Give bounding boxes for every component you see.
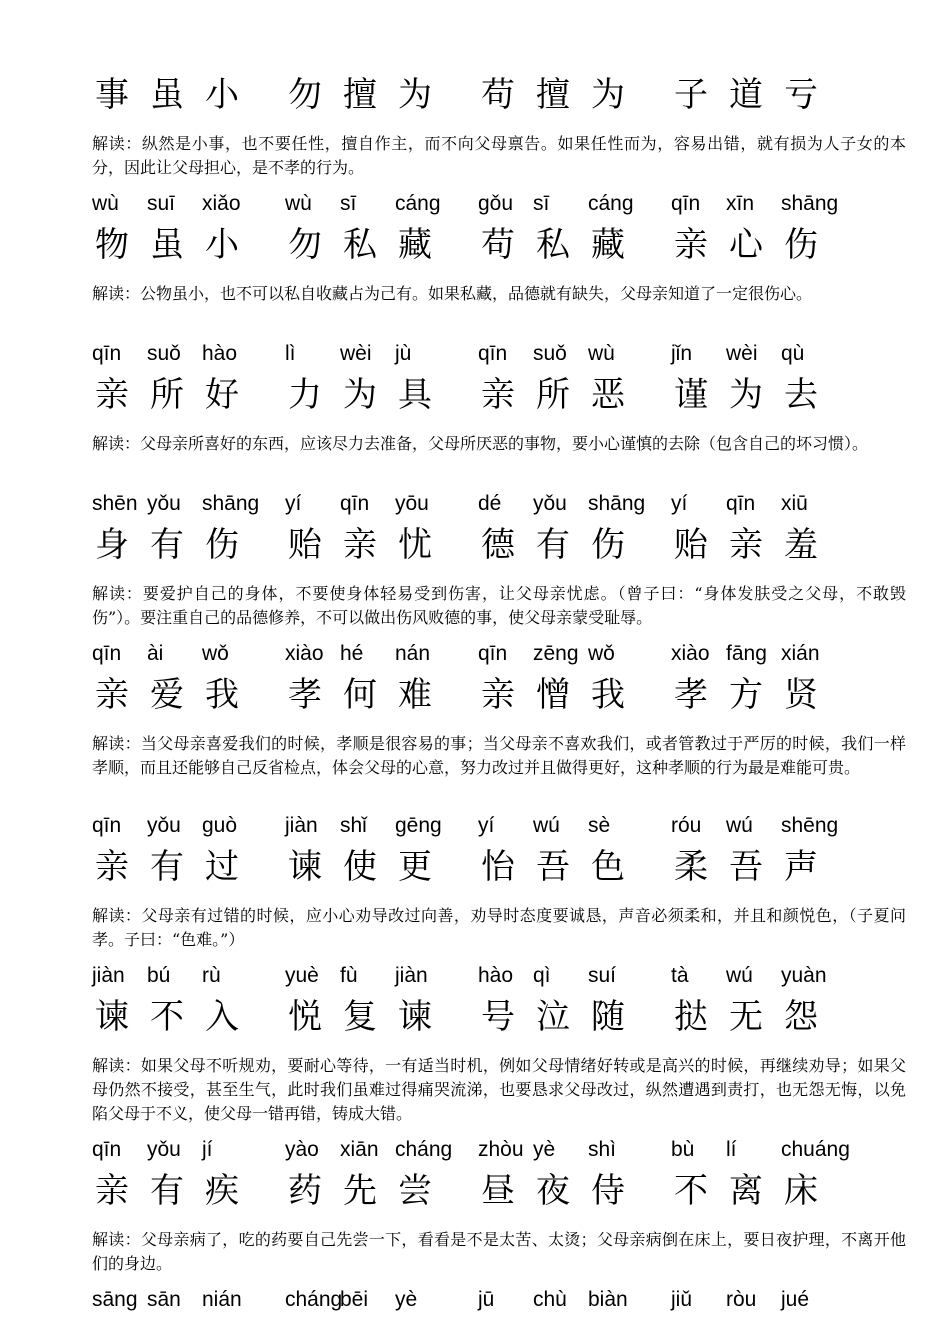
pinyin-syllable: yǒu — [147, 814, 181, 837]
hanzi-character: 亲 — [481, 375, 515, 415]
verse-explanation: 解读：父母亲所喜好的东西，应该尽力去准备，父母所厌恶的事物，要小心谨慎的去除（包含自己的坏习惯）。 — [92, 434, 869, 453]
hanzi-character: 憎 — [536, 675, 570, 715]
pinyin-syllable: yǒu — [147, 1138, 181, 1161]
hanzi-character: 怡 — [481, 847, 515, 887]
hanzi-character: 不 — [674, 1171, 708, 1211]
hanzi-character: 吾 — [729, 847, 763, 887]
hanzi-character: 谨 — [674, 375, 708, 415]
hanzi-character: 好 — [205, 375, 239, 415]
pinyin-syllable: yí — [285, 492, 302, 515]
pinyin-syllable: zhòu — [478, 1138, 524, 1161]
pinyin-syllable: jí — [202, 1138, 213, 1161]
pinyin-row — [92, 340, 906, 368]
hanzi-character: 泣 — [536, 997, 570, 1037]
hanzi-character: 为 — [398, 75, 432, 115]
pinyin-syllable: jǐn — [671, 342, 693, 365]
verse-block — [92, 490, 906, 630]
pinyin-syllable: rù — [202, 964, 221, 987]
hanzi-character: 悦 — [288, 997, 322, 1037]
verse-explanation: 解读：纵然是小事，也不要任性，擅自作主，而不向父母禀告。如果任性而为，容易出错，就有损为人子女的本分，因此让父母担心，是不孝的行为。 — [92, 134, 906, 177]
pinyin-syllable: biàn — [588, 1288, 628, 1311]
pinyin-syllable: dé — [478, 492, 502, 515]
verse-block — [92, 72, 906, 180]
pinyin-syllable: cháng — [285, 1288, 343, 1311]
hanzi-character: 声 — [784, 847, 818, 887]
pinyin-syllable: bēi — [340, 1288, 369, 1311]
hanzi-character: 亲 — [95, 847, 129, 887]
pinyin-syllable: ròu — [726, 1288, 757, 1311]
pinyin-syllable: yuàn — [781, 964, 827, 987]
pinyin-syllable: qīn — [478, 342, 508, 365]
pinyin-syllable: yè — [533, 1138, 556, 1161]
hanzi-character: 事 — [95, 75, 129, 115]
hanzi-character: 挞 — [674, 997, 708, 1037]
hanzi-character: 伤 — [591, 525, 625, 565]
pinyin-row — [92, 962, 906, 990]
pinyin-syllable: wǒ — [588, 642, 615, 665]
hanzi-character: 藏 — [398, 225, 432, 265]
hanzi-row — [92, 72, 906, 118]
hanzi-character: 为 — [343, 375, 377, 415]
pinyin-syllable: qīn — [478, 642, 508, 665]
hanzi-character: 勿 — [288, 225, 322, 265]
pinyin-syllable: suí — [588, 964, 617, 987]
pinyin-syllable: wǒ — [202, 642, 229, 665]
hanzi-character: 入 — [205, 997, 239, 1037]
hanzi-character: 伤 — [784, 225, 818, 265]
pinyin-syllable: hào — [202, 342, 238, 365]
pinyin-syllable: jū — [478, 1288, 495, 1311]
hanzi-character: 亲 — [95, 675, 129, 715]
pinyin-syllable: wú — [533, 814, 560, 837]
hanzi-row — [92, 844, 906, 890]
pinyin-syllable: wú — [726, 964, 753, 987]
hanzi-row — [92, 372, 906, 418]
pinyin-syllable: shāng — [588, 492, 646, 515]
pinyin-syllable: xiān — [340, 1138, 379, 1161]
pinyin-syllable: qīn — [92, 342, 122, 365]
pinyin-syllable: suī — [147, 192, 176, 215]
hanzi-character: 亲 — [95, 1171, 129, 1211]
hanzi-character: 所 — [536, 375, 570, 415]
pinyin-syllable: cáng — [395, 192, 441, 215]
pinyin-syllable: qīn — [92, 1138, 122, 1161]
verse-block — [92, 812, 906, 952]
hanzi-character: 道 — [729, 75, 763, 115]
hanzi-character: 难 — [398, 675, 432, 715]
pinyin-syllable: qì — [533, 964, 551, 987]
verse-explanation: 解读：当父母亲喜爱我们的时候，孝顺是很容易的事；当父母亲不喜欢我们，或者管教过于严厉的时候，我们一样孝顺，而且还能够自己反省检点，体会父母的心意，努力改过并且做得更好，这种孝顺的行为最是难能可贵。 — [92, 734, 906, 777]
hanzi-character: 小 — [205, 225, 239, 265]
pinyin-syllable: yí — [478, 814, 495, 837]
hanzi-character: 有 — [150, 1171, 184, 1211]
pinyin-syllable: cáng — [588, 192, 634, 215]
hanzi-character: 我 — [205, 675, 239, 715]
verse-block — [92, 962, 906, 1126]
pinyin-row — [92, 1286, 906, 1314]
pinyin-syllable: suǒ — [533, 342, 567, 365]
pinyin-syllable: jù — [395, 342, 412, 365]
hanzi-character: 不 — [150, 997, 184, 1037]
hanzi-character: 亲 — [481, 675, 515, 715]
hanzi-row — [92, 222, 906, 268]
pinyin-syllable: cháng — [395, 1138, 453, 1161]
pinyin-syllable: yào — [285, 1138, 319, 1161]
pinyin-syllable: shǐ — [340, 814, 367, 837]
hanzi-character: 为 — [591, 75, 625, 115]
hanzi-character: 苟 — [481, 75, 515, 115]
pinyin-syllable: fāng — [726, 642, 767, 665]
pinyin-syllable: wù — [588, 342, 615, 365]
pinyin-syllable: shāng — [202, 492, 260, 515]
hanzi-character: 吾 — [536, 847, 570, 887]
pinyin-syllable: yǒu — [533, 492, 567, 515]
hanzi-character: 药 — [288, 1171, 322, 1211]
pinyin-syllable: jiǔ — [671, 1288, 693, 1311]
verse-block — [92, 340, 906, 456]
hanzi-character: 苟 — [481, 225, 515, 265]
pinyin-syllable: qīn — [671, 192, 701, 215]
hanzi-character: 色 — [591, 847, 625, 887]
pinyin-syllable: guò — [202, 814, 238, 837]
verse-block — [92, 190, 906, 306]
hanzi-character: 擅 — [536, 75, 570, 115]
verse-block — [92, 1136, 906, 1276]
pinyin-syllable: sī — [533, 192, 550, 215]
pinyin-syllable: lì — [285, 342, 296, 365]
hanzi-character: 谏 — [398, 997, 432, 1037]
hanzi-character: 亲 — [343, 525, 377, 565]
pinyin-syllable: yǒu — [147, 492, 181, 515]
hanzi-character: 更 — [398, 847, 432, 887]
hanzi-character: 床 — [784, 1171, 818, 1211]
hanzi-character: 疾 — [205, 1171, 239, 1211]
pinyin-syllable: jiàn — [395, 964, 428, 987]
hanzi-character: 随 — [591, 997, 625, 1037]
pinyin-syllable: jiàn — [285, 814, 318, 837]
pinyin-syllable: tà — [671, 964, 689, 987]
pinyin-syllable: sī — [340, 192, 357, 215]
hanzi-character: 先 — [343, 1171, 377, 1211]
hanzi-character: 柔 — [674, 847, 708, 887]
pinyin-syllable: nián — [202, 1288, 242, 1311]
hanzi-character: 我 — [591, 675, 625, 715]
pinyin-syllable: jué — [781, 1288, 810, 1311]
hanzi-character: 谏 — [288, 847, 322, 887]
pinyin-syllable: hé — [340, 642, 364, 665]
hanzi-character: 孝 — [288, 675, 322, 715]
hanzi-character: 爱 — [150, 675, 184, 715]
pinyin-syllable: xīn — [726, 192, 755, 215]
pinyin-syllable: qīn — [340, 492, 370, 515]
hanzi-character: 尝 — [398, 1171, 432, 1211]
pinyin-syllable: nán — [395, 642, 431, 665]
hanzi-character: 亲 — [674, 225, 708, 265]
verse-explanation: 解读：父母亲有过错的时候，应小心劝导改过向善，劝导时态度要诚恳，声音必须柔和，并且和颜悦色，（子夏问孝。子曰：“色难。”） — [92, 906, 906, 949]
hanzi-character: 恶 — [591, 375, 625, 415]
pinyin-row — [92, 1136, 906, 1164]
verse-explanation: 解读：公物虽小，也不可以私自收藏占为己有。如果私藏，品德就有缺失，父母亲知道了一定很伤心。 — [92, 284, 813, 303]
pinyin-syllable: sāng — [92, 1288, 138, 1311]
hanzi-character: 力 — [288, 375, 322, 415]
pinyin-syllable: wù — [285, 192, 312, 215]
pinyin-syllable: lí — [726, 1138, 737, 1161]
pinyin-row — [92, 190, 906, 218]
pinyin-syllable: yōu — [395, 492, 429, 515]
verse-explanation: 解读：要爱护自己的身体，不要使身体轻易受到伤害，让父母亲忧虑。（曾子曰：“身体发肤受之父母，不敢毁伤”）。要注重自己的品德修养，不可以做出伤风败德的事，使父母亲蒙受耻辱。 — [92, 584, 906, 627]
verse-explanation: 解读：父母亲病了，吃的药要自己先尝一下，看看是不是太苦、太烫；父母亲病倒在床上，要日夜护理，不离开他们的身边。 — [92, 1230, 906, 1273]
pinyin-syllable: jiàn — [92, 964, 125, 987]
hanzi-character: 虽 — [150, 225, 184, 265]
hanzi-character: 子 — [674, 75, 708, 115]
pinyin-syllable: ài — [147, 642, 164, 665]
pinyin-syllable: shāng — [781, 192, 839, 215]
hanzi-character: 私 — [343, 225, 377, 265]
hanzi-row — [92, 522, 906, 568]
pinyin-syllable: yí — [671, 492, 688, 515]
hanzi-character: 心 — [729, 225, 763, 265]
hanzi-character: 贻 — [288, 525, 322, 565]
hanzi-character: 有 — [536, 525, 570, 565]
pinyin-syllable: qīn — [92, 642, 122, 665]
pinyin-row — [92, 640, 906, 668]
hanzi-character: 怨 — [784, 997, 818, 1037]
hanzi-character: 夜 — [536, 1171, 570, 1211]
pinyin-syllable: xiū — [781, 492, 808, 515]
pinyin-syllable: shēng — [781, 814, 839, 837]
hanzi-character: 过 — [205, 847, 239, 887]
hanzi-character: 藏 — [591, 225, 625, 265]
hanzi-character: 谏 — [95, 997, 129, 1037]
hanzi-character: 伤 — [205, 525, 239, 565]
pinyin-row — [92, 490, 906, 518]
pinyin-syllable: róu — [671, 814, 702, 837]
pinyin-syllable: bù — [671, 1138, 695, 1161]
pinyin-syllable: fù — [340, 964, 358, 987]
hanzi-character: 亏 — [784, 75, 818, 115]
pinyin-syllable: wèi — [726, 342, 758, 365]
hanzi-character: 孝 — [674, 675, 708, 715]
hanzi-character: 侍 — [591, 1171, 625, 1211]
hanzi-row — [92, 1168, 906, 1214]
hanzi-character: 虽 — [150, 75, 184, 115]
hanzi-character: 羞 — [784, 525, 818, 565]
hanzi-character: 私 — [536, 225, 570, 265]
hanzi-character: 勿 — [288, 75, 322, 115]
hanzi-character: 亲 — [729, 525, 763, 565]
hanzi-character: 物 — [95, 225, 129, 265]
pinyin-syllable: chù — [533, 1288, 567, 1311]
pinyin-syllable: gǒu — [478, 192, 514, 215]
hanzi-character: 具 — [398, 375, 432, 415]
pinyin-syllable: chuáng — [781, 1138, 850, 1161]
pinyin-syllable: wèi — [340, 342, 372, 365]
pinyin-syllable: gēng — [395, 814, 442, 837]
hanzi-character: 所 — [150, 375, 184, 415]
hanzi-character: 去 — [784, 375, 818, 415]
verse-explanation: 解读：如果父母不听规劝，要耐心等待，一有适当时机，例如父母情绪好转或是高兴的时候，再继续劝导；如果父母仍然不接受，甚至生气，此时我们虽难过得痛哭流涕，也要恳求父母改过，纵然遭遇到责打，也无怨无悔，以免陷父母于不义，使父母一错再错，铸成大错。 — [92, 1056, 906, 1123]
hanzi-character: 昼 — [481, 1171, 515, 1211]
hanzi-character: 号 — [481, 997, 515, 1037]
hanzi-character: 复 — [343, 997, 377, 1037]
pinyin-syllable: hào — [478, 964, 514, 987]
hanzi-character: 何 — [343, 675, 377, 715]
pinyin-syllable: shì — [588, 1138, 617, 1161]
hanzi-character: 有 — [150, 525, 184, 565]
pinyin-syllable: suǒ — [147, 342, 181, 365]
hanzi-row — [92, 994, 906, 1040]
pinyin-syllable: xiào — [671, 642, 710, 665]
hanzi-character: 小 — [205, 75, 239, 115]
pinyin-syllable: qù — [781, 342, 805, 365]
pinyin-syllable: wú — [726, 814, 753, 837]
pinyin-syllable: xiǎo — [202, 192, 241, 215]
hanzi-character: 德 — [481, 525, 515, 565]
pinyin-syllable: qīn — [726, 492, 756, 515]
pinyin-row — [92, 812, 906, 840]
verse-block — [92, 640, 906, 780]
pinyin-syllable: shēn — [92, 492, 138, 515]
hanzi-character: 方 — [729, 675, 763, 715]
hanzi-character: 亲 — [95, 375, 129, 415]
pinyin-syllable: sè — [588, 814, 611, 837]
pinyin-syllable: yuè — [285, 964, 319, 987]
pinyin-syllable: xiào — [285, 642, 324, 665]
verse-block — [92, 1286, 906, 1314]
hanzi-character: 身 — [95, 525, 129, 565]
pinyin-syllable: sān — [147, 1288, 181, 1311]
hanzi-character: 为 — [729, 375, 763, 415]
pinyin-syllable: yè — [395, 1288, 418, 1311]
hanzi-character: 忧 — [398, 525, 432, 565]
hanzi-row — [92, 672, 906, 718]
hanzi-character: 无 — [729, 997, 763, 1037]
hanzi-character: 贻 — [674, 525, 708, 565]
pinyin-syllable: zēng — [533, 642, 579, 665]
hanzi-character: 贤 — [784, 675, 818, 715]
pinyin-syllable: qīn — [92, 814, 122, 837]
hanzi-character: 有 — [150, 847, 184, 887]
hanzi-character: 擅 — [343, 75, 377, 115]
hanzi-character: 离 — [729, 1171, 763, 1211]
pinyin-syllable: xián — [781, 642, 820, 665]
pinyin-syllable: wù — [92, 192, 119, 215]
hanzi-character: 使 — [343, 847, 377, 887]
pinyin-syllable: bú — [147, 964, 171, 987]
